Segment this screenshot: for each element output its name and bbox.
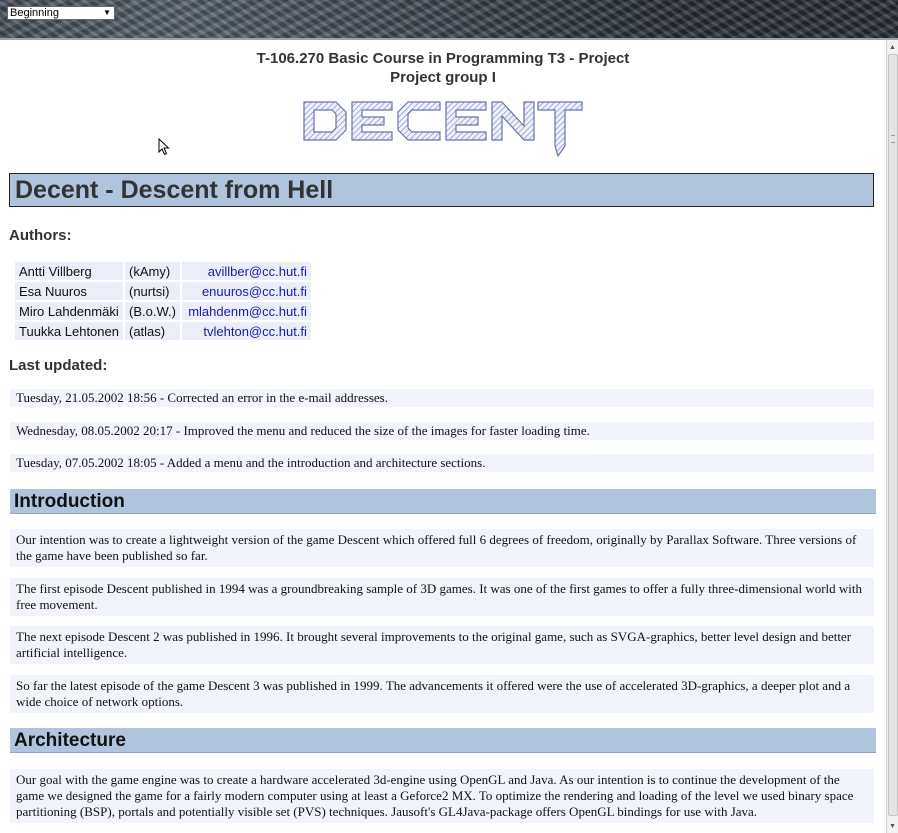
author-email-link[interactable]: tvlehton@cc.hut.fi: [182, 322, 311, 340]
author-name: Miro Lahdenmäki: [15, 302, 123, 320]
table-row: [15, 302, 311, 320]
introduction-paragraph: So far the latest episode of the game Descent 3 was published in 1999. The advancements it offered were the use of accelerated 3D-graphics, a deeper plot and a wide choice of network options.: [10, 675, 874, 713]
chevron-down-icon: ▼: [103, 8, 111, 17]
author-name: Antti Villberg: [15, 262, 123, 280]
decent-logo: [302, 100, 584, 158]
author-name: Tuukka Lehtonen: [15, 322, 123, 340]
update-entry: Tuesday, 07.05.2002 18:05 - Added a menu and the introduction and architecture sections.: [10, 454, 874, 472]
top-frame-banner: [0, 0, 898, 40]
table-row: [15, 322, 311, 340]
mouse-cursor-icon: [158, 138, 170, 156]
authors-table: [13, 260, 313, 342]
page-title: Decent - Descent from Hell: [9, 173, 874, 207]
course-title: T-106.270 Basic Course in Programming T3 - Project: [256, 50, 630, 67]
author-nick: (nurtsi): [125, 282, 180, 300]
vertical-scrollbar[interactable]: [886, 40, 898, 833]
architecture-heading: Architecture: [10, 728, 876, 753]
authors-heading: Authors:: [9, 227, 72, 244]
update-entry: Wednesday, 08.05.2002 20:17 - Improved the menu and reduced the size of the images for faster loading time.: [10, 422, 874, 440]
menu-selected-value: Beginning: [10, 7, 59, 19]
author-email-link[interactable]: avillber@cc.hut.fi: [182, 262, 311, 280]
navigation-menu-select[interactable]: [7, 6, 115, 20]
table-row: [15, 282, 311, 300]
last-updated-heading: Last updated:: [9, 357, 108, 374]
grip-icon: [891, 135, 895, 143]
introduction-heading: Introduction: [10, 489, 876, 514]
table-row: [15, 262, 311, 280]
main-frame: [0, 40, 898, 833]
author-nick: (atlas): [125, 322, 180, 340]
introduction-paragraph: The next episode Descent 2 was published in 1996. It brought several improvements to the original game, such as SVGA-graphics, better level design and better artificial intelligence.: [10, 626, 874, 664]
scrollbar-thumb[interactable]: [888, 54, 898, 816]
author-nick: (B.o.W.): [125, 302, 180, 320]
introduction-paragraph: Our intention was to create a lightweight version of the game Descent which offered full 6 degrees of freedom, originally by Parallax Software. Three versions of the game have been published so far.: [10, 529, 874, 567]
scroll-down-arrow-icon[interactable]: ▼: [889, 822, 896, 830]
introduction-paragraph: The first episode Descent published in 1994 was a groundbreaking sample of 3D games. It was one of the first games to offer a fully three-dimensional world with free movement.: [10, 578, 874, 616]
update-entry: Tuesday, 21.05.2002 18:56 - Corrected an error in the e-mail addresses.: [10, 389, 874, 407]
scroll-up-arrow-icon[interactable]: ▲: [889, 43, 896, 51]
author-email-link[interactable]: enuuros@cc.hut.fi: [182, 282, 311, 300]
architecture-paragraph: Our goal with the game engine was to create a hardware accelerated 3d-engine using OpenGL and Java. As our intention is to continue the development of the game we designed the game for a fairly modern computer using at least a Geforce2 MX. To optimize the rendering and loading of the level we used binary space partitioning (BSP), portals and potentially visible set (PVS) techniques. Jausoft's GL4Java-package offers OpenGL bindings for use with Java.: [10, 769, 874, 823]
author-name: Esa Nuuros: [15, 282, 123, 300]
group-title: Project group I: [390, 69, 496, 86]
author-email-link[interactable]: mlahdenm@cc.hut.fi: [182, 302, 311, 320]
author-nick: (kAmy): [125, 262, 180, 280]
